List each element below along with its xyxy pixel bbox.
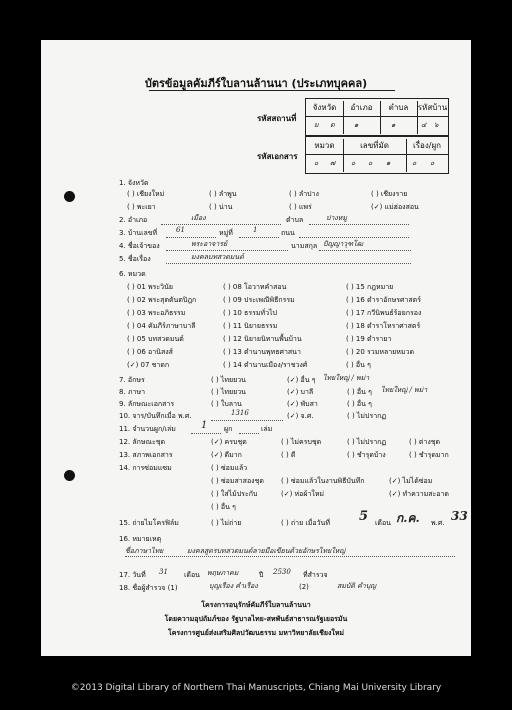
- opt-province-4[interactable]: ( ) เชียงราย: [371, 190, 408, 198]
- field-language: 8. ภาษา: [119, 388, 145, 396]
- field-province: 1. จังหวัด: [119, 179, 149, 187]
- opt-repair-3[interactable]: ( ) ซ่อมแล้วในงานพิธีบันทึก: [281, 477, 365, 485]
- category-option[interactable]: ( ) 11 นิยายธรรม: [223, 322, 278, 330]
- surveyor-2: สมบัติ คำบุญ: [337, 582, 377, 590]
- field-owner: 4. ชื่อเจ้าของ: [119, 242, 160, 250]
- survey-card: [41, 40, 471, 656]
- loc-val-4: ๑: [391, 121, 396, 129]
- opt-set-4[interactable]: ( ) ต่างชุด: [409, 438, 441, 446]
- opt-province-7[interactable]: ( ) แพร่: [289, 203, 312, 211]
- category-option[interactable]: ( ) 08 โอวาทคำสอน: [223, 283, 287, 291]
- category-option[interactable]: ( ) 17 กวีนิพนธ์ร้อยกรอง: [346, 309, 422, 317]
- category-option[interactable]: ( ) 14 ตำนานเมือง/ราชวงศ์: [223, 361, 308, 369]
- category-option[interactable]: ( ) 09 ประเพณีพิธีกรรม: [223, 296, 295, 304]
- punch-hole-top: [64, 191, 75, 202]
- footer-line-1: โครงการอนุรักษ์คัมภีร์ใบลานล้านนา: [201, 601, 311, 609]
- doc-val-2: ๗: [330, 159, 336, 167]
- hdr-subdistrict: ตำบล: [380, 101, 418, 134]
- field-survey-date: 17. วันที่: [119, 571, 146, 579]
- field-surname: นามสกุล: [291, 242, 318, 250]
- doc-val-6: ๐: [412, 159, 417, 167]
- doc-val-7: ๐: [430, 159, 435, 167]
- opt-province-8[interactable]: (✓) แม่ฮ่องสอน: [371, 203, 419, 211]
- opt-province-6[interactable]: ( ) น่าน: [209, 203, 233, 211]
- doc-val-3: ๐: [351, 159, 356, 167]
- field-microfilm: 15. ถ่ายไมโครฟิล์ม: [119, 519, 179, 527]
- label-month: เดือน: [184, 571, 200, 579]
- film-day: 5: [359, 509, 369, 524]
- moo-value: 1: [253, 226, 258, 234]
- subdistrict-value: ปางหมู: [326, 214, 348, 222]
- doc-val-4: ๐: [368, 159, 373, 167]
- category-option[interactable]: ( ) 04 คัมภีร์ภาษาบาลี: [127, 322, 196, 330]
- owner-value: พระอาจารย์: [191, 240, 228, 248]
- opt-repair-5[interactable]: ( ) ใส่ไม้ประกับ: [211, 490, 258, 498]
- opt-script-1[interactable]: ( ) ไทยยวน: [211, 376, 246, 384]
- opt-cond-1[interactable]: (✓) ดีมาก: [211, 451, 242, 459]
- hdr-house: รหัสบ้าน: [417, 103, 448, 112]
- document-code-box: [305, 136, 449, 174]
- label-bundle: ผูก: [224, 425, 233, 433]
- opt-cond-3[interactable]: ( ) ชำรุดบ้าง: [347, 451, 386, 459]
- category-option[interactable]: ( ) 06 อานิสงส์: [127, 348, 173, 356]
- remark-value: ชื่อภาษาไทย: [125, 547, 164, 555]
- opt-cond-4[interactable]: ( ) ชำรุดมาก: [409, 451, 449, 459]
- field-category: 6. หมวด: [119, 270, 146, 278]
- category-option[interactable]: ( ) อื่น ๆ: [346, 361, 371, 369]
- loc-val-1: ม: [314, 121, 319, 129]
- category-option[interactable]: ( ) 20 รวมหลายหมวด: [346, 348, 414, 356]
- category-option[interactable]: ( ) 10 ธรรมทั่วไป: [223, 309, 277, 317]
- hdr-bundle: เลขที่มัด: [343, 139, 407, 172]
- opt-repair-7[interactable]: (✓) ทำความสะอาด: [389, 490, 449, 498]
- label-book: เล่ม: [261, 425, 273, 433]
- film-year: 33: [451, 509, 468, 523]
- title-value: มงคลบทสวดมนต์: [191, 253, 244, 261]
- location-code-label: รหัสสถานที่: [257, 114, 297, 123]
- opt-repair-1[interactable]: ( ) ซ่อมแล้ว: [211, 464, 248, 472]
- opt-cond-2[interactable]: ( ) ดี: [281, 451, 296, 459]
- survey-year: 2530: [273, 568, 291, 576]
- category-option[interactable]: ( ) 13 ตำนานพุทธศาสนา: [223, 348, 301, 356]
- label-surveyor-2: (2): [299, 583, 309, 591]
- opt-repair-6[interactable]: (✓) ห่อผ้าใหม่: [281, 490, 325, 498]
- loc-val-3: ๑: [354, 121, 359, 129]
- opt-province-5[interactable]: ( ) พะเยา: [127, 203, 156, 211]
- remark-value-2: มงคลสูตรบทสวดมนต์ลายมือเขียนด้วยอักษรไทยใหญ่: [187, 547, 346, 555]
- category-option[interactable]: ( ) 03 พระอภิธรรม: [127, 309, 186, 317]
- field-repair: 14. การซ่อมแซม: [119, 464, 172, 472]
- opt-set-2[interactable]: ( ) ไม่ครบชุด: [281, 438, 322, 446]
- film-year-label: พ.ศ.: [431, 519, 445, 527]
- label-surveyed: ที่สำรวจ: [303, 571, 328, 579]
- category-option[interactable]: ( ) 18 ตำราโหราศาสตร์: [346, 322, 421, 330]
- written-date-value: 1316: [231, 409, 249, 417]
- opt-lang-1[interactable]: ( ) ไทยยวน: [211, 388, 246, 396]
- opt-province-2[interactable]: ( ) ลำพูน: [209, 190, 237, 198]
- opt-lang-3[interactable]: ( ) อื่น ๆ: [347, 388, 372, 396]
- title-underline: [149, 90, 395, 91]
- language-value: ไทยใหญ่ / พม่า: [381, 386, 428, 394]
- opt-doctype-2[interactable]: (✓) พับสา: [287, 400, 318, 408]
- category-option[interactable]: ( ) 01 พระวินัย: [127, 283, 173, 291]
- loc-val-2: ต: [330, 121, 335, 129]
- opt-doctype-1[interactable]: ( ) ใบลาน: [211, 400, 242, 408]
- punch-hole-bottom: [64, 470, 75, 481]
- field-district: 2. อำเภอ: [119, 216, 148, 224]
- survey-month: พฤษภาคม: [207, 569, 239, 577]
- label-year: ปี: [259, 571, 264, 579]
- document-code-label: รหัสเอกสาร: [257, 152, 298, 161]
- opt-province-1[interactable]: ( ) เชียงใหม่: [127, 190, 165, 198]
- surname-value: ปัญญาวุฑโฒ: [323, 240, 364, 248]
- script-value: ไทยใหญ่ / พม่า: [323, 374, 370, 382]
- opt-doctype-3[interactable]: ( ) อื่น ๆ: [347, 400, 372, 408]
- surveyor-1: บุญเรือง คำเรือง: [209, 582, 258, 590]
- field-title: 5. ชื่อเรื่อง: [119, 255, 151, 263]
- field-surveyor: 18. ชื่อผู้สำรวจ (1): [119, 584, 178, 592]
- house-no-value: 61: [176, 226, 185, 234]
- field-written-date: 10. จาร/บันทึกเมื่อ พ.ศ.: [119, 412, 192, 420]
- opt-era-1[interactable]: (✓) จ.ศ.: [287, 412, 314, 420]
- category-option[interactable]: ( ) 15 กฎหมาย: [346, 283, 394, 291]
- opt-film-2[interactable]: ( ) ถ่าย เมื่อวันที่: [281, 519, 330, 527]
- hdr-story: เรื่อง/ผูก: [413, 141, 441, 150]
- footer-line-2: โดยความอุปถัมภ์ของ รัฐบาลไทย-สหพันธ์สาธารณรัฐเยอรมัน: [164, 615, 348, 623]
- loc-val-6: ๖: [434, 121, 439, 129]
- opt-era-2[interactable]: ( ) ไม่ปรากฏ: [347, 412, 387, 420]
- volumes-value: 1: [201, 420, 208, 431]
- hdr-province: จังหวัด: [306, 101, 344, 134]
- opt-set-3[interactable]: ( ) ไม่ปรากฏ: [347, 438, 387, 446]
- category-option[interactable]: ( ) 19 ตำรายา: [346, 335, 392, 343]
- field-set: 12. ลักษณะชุด: [119, 438, 166, 446]
- category-option[interactable]: (✓) 07 ชาดก: [127, 361, 170, 369]
- hdr-district: อำเภอ: [343, 101, 381, 134]
- opt-repair-8[interactable]: ( ) อื่น ๆ: [211, 503, 236, 511]
- field-script: 7. อักษร: [119, 376, 145, 384]
- opt-lang-2[interactable]: (✓) บาลี: [287, 388, 314, 396]
- doc-val-5: ๑: [386, 159, 391, 167]
- opt-province-3[interactable]: ( ) ลำปาง: [289, 190, 319, 198]
- category-option[interactable]: ( ) 05 บทสวดมนต์: [127, 335, 184, 343]
- hdr-category: หมวด: [306, 139, 344, 172]
- copyright: ©2013 Digital Library of Northern Thai Manuscripts, Chiang Mai University Library: [70, 683, 442, 693]
- field-remark: 16. หมายเหตุ: [119, 535, 162, 543]
- category-option[interactable]: ( ) 12 นิยายนิทานพื้นบ้าน: [223, 335, 302, 343]
- opt-repair-4[interactable]: (✓) ไม่ได้ซ่อม: [389, 477, 433, 485]
- category-option[interactable]: ( ) 16 ตำราอักษรศาสตร์: [346, 296, 421, 304]
- card-title: บัตรข้อมูลคัมภีร์ใบลานล้านนา (ประเภทบุคคล): [144, 77, 368, 90]
- field-volumes: 11. จำนวนผูก/เล่ม: [119, 425, 176, 433]
- field-subdistrict: ตำบล: [286, 216, 304, 224]
- field-house-no: 3. บ้านเลขที่: [119, 229, 158, 237]
- category-option[interactable]: ( ) 02 พระสุตตันตปิฎก: [127, 296, 197, 304]
- film-month-label: เดือน: [375, 519, 391, 527]
- film-month: ก.ค.: [396, 511, 420, 525]
- field-moo: หมู่ที่: [219, 229, 233, 237]
- survey-day: 31: [159, 568, 168, 576]
- field-condition: 13. สภาพเอกสาร: [119, 451, 173, 459]
- opt-film-1[interactable]: ( ) ไม่ถ่าย: [211, 519, 242, 527]
- opt-script-2[interactable]: (✓) อื่น ๆ: [287, 376, 316, 384]
- opt-repair-2[interactable]: ( ) ซ่อมสาสองชุด: [211, 477, 264, 485]
- footer-line-3: โครงการศูนย์ส่งเสริมศิลปวัฒนธรรม มหาวิทยาลัยเชียงใหม่: [167, 629, 345, 637]
- opt-set-1[interactable]: (✓) ครบชุด: [211, 438, 247, 446]
- location-code-box: [305, 98, 449, 136]
- doc-val-1: ๐: [314, 159, 319, 167]
- loc-val-5: ๔: [421, 121, 427, 129]
- field-road: ถนน: [281, 229, 295, 237]
- district-value: เมือง: [191, 214, 206, 222]
- field-doc-type: 9. ลักษณะเอกสาร: [119, 400, 175, 408]
